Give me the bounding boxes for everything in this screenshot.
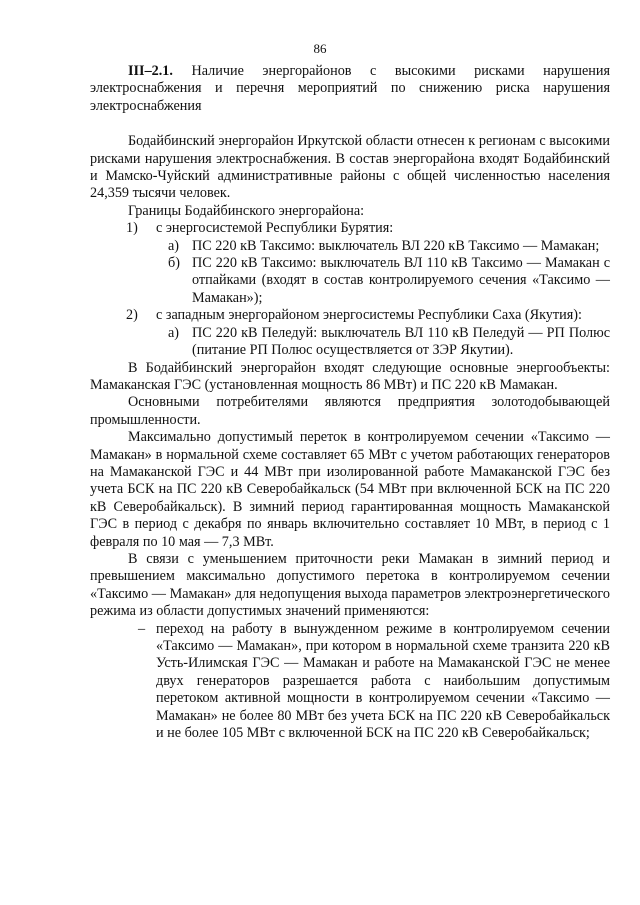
- page-number: 86: [313, 41, 327, 56]
- sublist-text: ПС 220 кВ Таксимо: выключатель ВЛ 220 кВ Таксимо — Мамакан;: [192, 237, 600, 254]
- list-text: с западным энергорайоном энергосистемы Республики Саха (Якутия):: [156, 307, 582, 324]
- section-heading: [90, 63, 610, 115]
- paragraph-power-flow: Максимально допустимый переток в контролируемом сечении «Таксимо — Мамакан» в нормальной схеме составляет 65 МВт с учетом работающих генераторов на Мамаканской ГЭС и 44 МВт при изолированной работе Мамаканской ГЭС без учета БСК на ПС 220 кВ Северобайкальск (54 МВт при включенной БСК на ПС 220 кВ Северобайкальск). В зимний период гарантированная мощность Мамаканской ГЭС в период с декабря по январь включительно составляет 10 МВт, в период с 1 февраля по 10 мая — 7,3 МВт.: [90, 429, 610, 550]
- dash-text: переход на работу в вынужденном режиме в контролируемом сечении «Таксимо — Мамакан», при котором в нормальной схеме транзита 220 кВ Усть-Илимская ГЭС — Мамакан и работе на Мамаканской ГЭС не менее двух генераторов разрешается работа с наибольшим допустимым перетоком активной мощности в контролируемом сечении «Таксимо — Мамакан» не более 80 МВт без учета БСК на ПС 220 кВ Северобайкальск и не более 105 МВт с включенной БСК на ПС 220 кВ Северобайкальск;: [156, 620, 610, 742]
- sublist-marker: а): [168, 324, 180, 341]
- paragraph-consumers: Основными потребителями являются предприятия золотодобывающей промышленности.: [90, 394, 610, 428]
- list-item: [90, 220, 610, 237]
- list-marker: 2): [126, 307, 138, 324]
- paragraph-measures: В связи с уменьшением приточности реки Мамакан в зимний период и превышением максимально допустимого перетока в контролируемом сечении «Таксимо — Мамакан» для недопущения выхода параметров электроэнергетического режима из области допустимых значений применяются:: [90, 550, 610, 620]
- sublist-marker: б): [168, 255, 180, 272]
- sublist-item: [90, 325, 610, 360]
- section-title: Наличие энергорайонов с высокими рисками нарушения электроснабжения и перечня мероприятий по снижению риска нарушения электроснабжения: [90, 63, 610, 114]
- list-text: с энергосистемой Республики Бурятия:: [156, 220, 394, 237]
- sublist-marker: а): [168, 237, 180, 254]
- sublist-item: [90, 238, 610, 255]
- sublist-text: ПС 220 кВ Таксимо: выключатель ВЛ 110 кВ Таксимо — Мамакан с отпайками (входят в состав контролируемого сечения «Таксимо — Мамакан»);: [192, 255, 610, 306]
- section-number: III–2.1.: [128, 63, 173, 79]
- dash-list-item: [90, 621, 610, 743]
- list-marker: 1): [126, 220, 138, 237]
- paragraph-intro: Бодайбинский энергорайон Иркутской области отнесен к регионам с высокими рисками нарушения электроснабжения. В состав энергорайона входят Бодайбинский и Мамско-Чуйский административные районы с общей численностью населения 24,359 тысячи человек.: [90, 133, 610, 202]
- dash-marker: –: [138, 620, 146, 637]
- page-content: [90, 63, 610, 742]
- list-item: [90, 307, 610, 324]
- paragraph-energy-objects: В Бодайбинский энергорайон входят следующие основные энергообъекты: Мамаканская ГЭС (установленная мощность 86 МВт) и ПС 220 кВ Мамакан.: [90, 359, 610, 393]
- sublist-text: ПС 220 кВ Пеледуй: выключатель ВЛ 110 кВ Пеледуй — РП Полюс (питание РП Полюс осуществляется от ЗЭР Якутии).: [192, 324, 610, 359]
- sublist-item: [90, 255, 610, 307]
- paragraph-boundaries: Границы Бодайбинского энергорайона:: [128, 202, 365, 219]
